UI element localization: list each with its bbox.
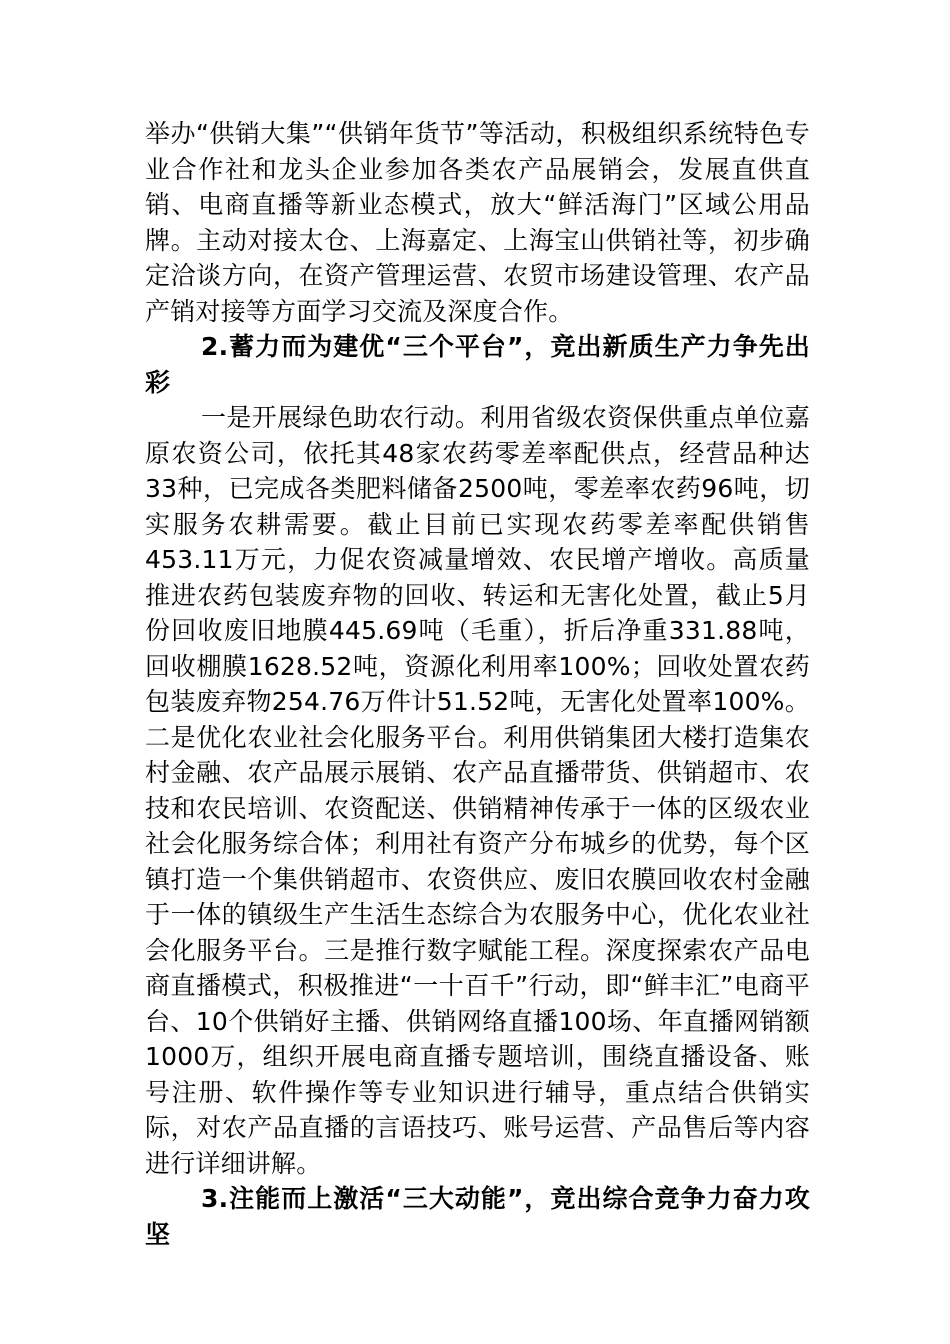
section-heading-2: 2.蓄力而为建优“三个平台”，竞出新质生产力争先出彩 [145,332,810,397]
document-body [145,116,810,1252]
paragraph-section-2: 一是开展绿色助农行动。利用省级农资保供重点单位嘉原农资公司，依托其48家农药零差率配供点，经营品种达33种，已完成各类肥料储备2500吨，零差率农药96吨，切实服务农耕需要。截止目前已实现农药零差率配供销售453.11万元，力促农资减量增效、农民增产增收。高质量推进农药包装废弃物的回收、转运和无害化处置，截止5月份回收废旧地膜445.69吨（毛重），折后净重331.88吨，回收棚膜1628.52吨，资源化利用率100%；回收处置农药包装废弃物254.76万件计51.52吨，无害化处置率100%。二是优化农业社会化服务平台。利用供销集团大楼打造集农村金融、农产品展示展销、农产品直播带货、供销超市、农技和农民培训、农资配送、供销精神传承于一体的区级农业社会化服务综合体；利用社有资产分布城乡的优势，每个区镇打造一个集供销超市、农资供应、废旧农膜回收农村金融于一体的镇级生产生活生态综合为农服务中心，优化农业社会化服务平台。三是推行数字赋能工程。深度探索农产品电商直播模式，积极推进“一十百千”行动，即“鲜丰汇”电商平台、10个供销好主播、供销网络直播100场、年直播网销额1000万，组织开展电商直播专题培训，围绕直播设备、账号注册、软件操作等专业知识进行辅导，重点结合供销实际，对农产品直播的言语技巧、账号运营、产品售后等内容进行详细讲解。 [145,403,810,1178]
paragraph-continuation: 举办“供销大集”“供销年货节”等活动，积极组织系统特色专业合作社和龙头企业参加各类农产品展销会，发展直供直销、电商直播等新业态模式，放大“鲜活海门”区域公用品牌。主动对接太仓、上海嘉定、上海宝山供销社等，初步确定洽谈方向，在资产管理运营、农贸市场建设管理、农产品产销对接等方面学习交流及深度合作。 [145,119,810,326]
section-heading-3: 3.注能而上激活“三大动能”，竞出综合竞争力奋力攻坚 [145,1184,810,1249]
